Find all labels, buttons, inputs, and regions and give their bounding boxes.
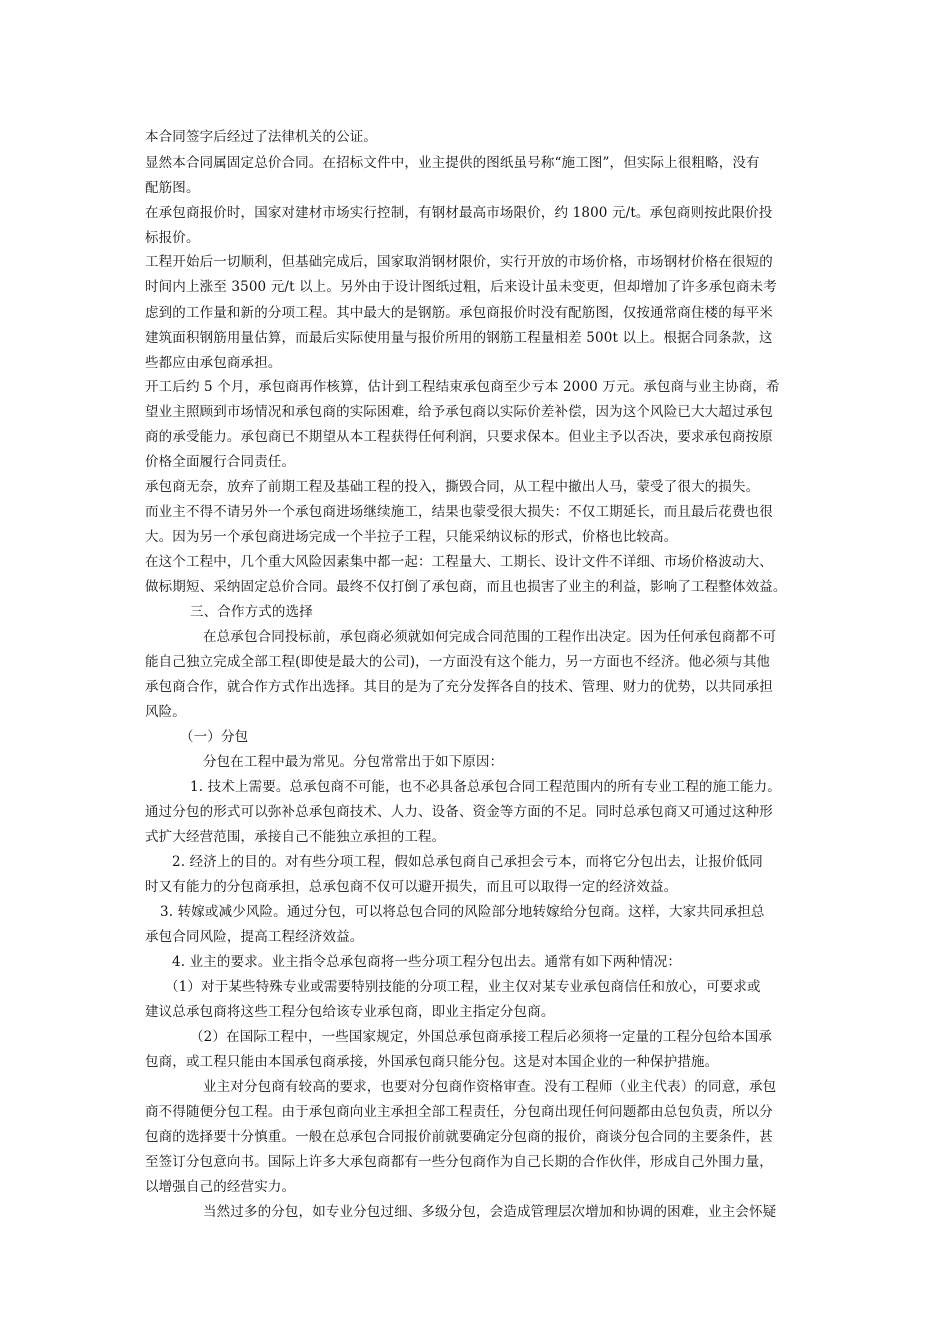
text-line: 价格全面履行合同责任。 xyxy=(145,454,296,470)
text-line: 当然过多的分包，如专业分包过细、多级分包，会造成管理层次增加和协调的困难，业主会怀疑 xyxy=(203,1204,777,1220)
text-line: 包商，或工程只能由本国承包商承接，外国承包商只能分包。这是对本国企业的一种保护措施。 xyxy=(145,1054,719,1070)
text-line: 包商的选择要十分慎重。一般在总承包合同报价前就要确定分包商的报价，商谈分包合同的主要条件，甚 xyxy=(145,1129,773,1145)
text-line: 在这个工程中，几个重大风险因素集中都一起：工程量大、工期长、设计文件不详细、市场价格波动大、 xyxy=(145,554,773,570)
text-line: 开工后约 5 个月，承包商再作核算，估计到工程结束承包商至少亏本 2000 万元。承包商与业主协商，希 xyxy=(145,379,780,395)
text-line: 而业主不得不请另外一个承包商进场继续施工，结果也蒙受很大损失：不仅工期延长，而且最后花费也很 xyxy=(145,504,773,520)
text-line: （2）在国际工程中，一些国家规定，外国总承包商承接工程后必须将一定量的工程分包给本国承 xyxy=(190,1029,773,1045)
text-line: 商不得随便分包工程。由于承包商向业主承担全部工程责任，分包商出现任何问题都由总包负责，所以分 xyxy=(145,1104,773,1120)
text-line: 在承包商报价时，国家对建材市场实行控制，有钢材最高市场限价，约 1800 元/t。承包商则按此限价投 xyxy=(145,205,773,221)
text-line: 以增强自己的经营实力。 xyxy=(145,1179,296,1195)
text-line: 标报价。 xyxy=(145,230,200,246)
text-line: 2. 经济上的目的。对有些分项工程，假如总承包商自己承担会亏本，而将它分包出去，让报价低同 xyxy=(172,854,763,870)
text-line: 显然本合同属固定总价合同。在招标文件中，业主提供的图纸虽号称“施工图”，但实际上很粗略，没有 xyxy=(145,155,760,171)
text-line: 本合同签字后经过了法律机关的公证。 xyxy=(145,129,378,145)
text-line: 商的承受能力。承包商已不期望从本工程获得任何利润，只要求保本。但业主予以否决，要求承包商按原 xyxy=(145,429,773,445)
subsection-heading: （一）分包 xyxy=(180,729,249,745)
text-line: 承包合同风险，提高工程经济效益。 xyxy=(145,929,364,945)
text-line: 配筋图。 xyxy=(145,180,200,196)
text-line: 至签订分包意向书。国际上许多大承包商都有一些分包商作为自己长期的合作伙伴，形成自己外围力量， xyxy=(145,1154,773,1170)
text-line: 时间内上涨至 3500 元/t 以上。另外由于设计图纸过粗，后来设计虽未变更，但却增加了许多承包商未考 xyxy=(145,279,777,295)
text-line: 1. 技术上需要。总承包商不可能，也不必具备总承包合同工程范围内的所有专业工程的施工能力。 xyxy=(190,779,781,795)
text-line: 时又有能力的分包商承担，总承包商不仅可以避开损失，而且可以取得一定的经济效益。 xyxy=(145,879,678,895)
text-line: 在总承包合同投标前，承包商必须就如何完成合同范围的工程作出决定。因为任何承包商都不可 xyxy=(203,629,777,645)
text-line: 大。因为另一个承包商进场完成一个半拉子工程，只能采纳议标的形式，价格也比较高。 xyxy=(145,529,678,545)
text-line: 承包商无奈，放弃了前期工程及基础工程的投入，撕毁合同，从工程中撤出人马，蒙受了很大的损失。 xyxy=(145,479,760,495)
text-line: 4. 业主的要求。业主指令总承包商将一些分项工程分包出去。通常有如下两种情况： xyxy=(172,954,682,970)
text-line: 分包在工程中最为常见。分包常常出于如下原因： xyxy=(203,754,504,770)
text-line: 工程开始后一切顺利，但基础完成后，国家取消钢材限价，实行开放的市场价格，市场钢材价格在很短的 xyxy=(145,254,773,270)
text-line: 3. 转嫁或减少风险。通过分包，可以将总包合同的风险部分地转嫁给分包商。这样，大家共同承担总 xyxy=(160,904,765,920)
text-line: （1）对于某些特殊专业或需要特别技能的分项工程，业主仅对某专业承包商信任和放心，可要求或 xyxy=(165,979,761,995)
text-line: 建议总承包商将这些工程分包给该专业承包商，即业主指定分包商。 xyxy=(145,1004,555,1020)
text-line: 承包商合作，就合作方式作出选择。其目的是为了充分发挥各自的技术、管理、财力的优势，以共同承担 xyxy=(145,679,773,695)
text-line: 通过分包的形式可以弥补总承包商技术、人力、设备、资金等方面的不足。同时总承包商又可通过这种形 xyxy=(145,804,773,820)
text-line: 些都应由承包商承担。 xyxy=(145,355,282,371)
text-line: 能自己独立完成全部工程(即使是最大的公司)，一方面没有这个能力，另一方面也不经济。他必须与其他 xyxy=(145,654,771,670)
section-heading: 三、合作方式的选择 xyxy=(190,604,313,620)
text-line: 虑到的工作量和新的分项工程。其中最大的是钢筋。承包商报价时没有配筋图，仅按通常商住楼的每平米 xyxy=(145,305,773,321)
text-line: 做标期短、采纳固定总价合同。最终不仅打倒了承包商，而且也损害了业主的利益，影响了工程整体效益。 xyxy=(145,579,787,595)
text-line: 式扩大经营范围，承接自己不能独立承担的工程。 xyxy=(145,829,446,845)
text-line: 建筑面积钢筋用量估算，而最后实际使用量与报价所用的钢筋工程量相差 500t 以上。根据合同条款，这 xyxy=(145,330,773,346)
text-line: 风险。 xyxy=(145,704,186,720)
text-line: 望业主照顾到市场情况和承包商的实际困难，给予承包商以实际价差补偿，因为这个风险已大大超过承包 xyxy=(145,404,773,420)
text-line: 业主对分包商有较高的要求，也要对分包商作资格审查。没有工程师（业主代表）的同意，承包 xyxy=(203,1079,777,1095)
